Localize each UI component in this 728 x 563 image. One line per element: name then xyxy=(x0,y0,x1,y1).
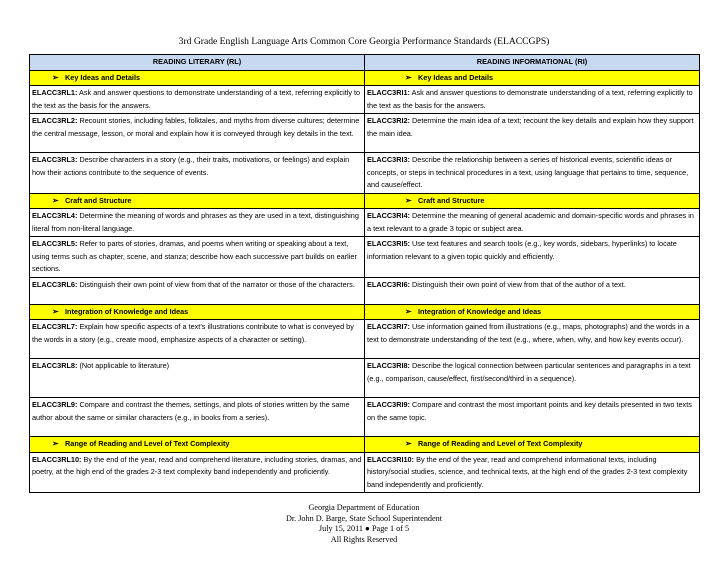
standard-row xyxy=(30,359,700,398)
standard-text: Describe the relationship between a series of historical events, scientific ideas or concepts, or steps in technical procedures in a text, using language that pertains to time, sequence, and cause/effect. xyxy=(367,155,689,189)
section-heading-right xyxy=(365,437,700,453)
page-footer xyxy=(0,503,728,545)
standard-cell-literary xyxy=(30,277,365,304)
standard-cell-informational xyxy=(365,209,700,237)
section-heading-row xyxy=(30,304,700,320)
section-heading-text: Key Ideas and Details xyxy=(65,72,141,82)
arrow-bullet-icon: ➢ xyxy=(405,306,412,316)
section-heading-text: Range of Reading and Level of Text Complexity xyxy=(65,439,230,448)
section-heading-left xyxy=(30,193,365,209)
document-title: 3rd Grade English Language Arts Common Core Georgia Performance Standards (ELACCGPS) xyxy=(178,36,550,47)
arrow-bullet-icon: ➢ xyxy=(405,195,412,205)
standard-cell-informational xyxy=(365,359,700,398)
standard-text: By the end of the year, read and comprehend literature, including stories, dramas, and poetry, at the high end of the grades 2-3 text complexity band independently and proficiently. xyxy=(32,454,362,476)
standard-text: Recount stories, including fables, folktales, and myths from diverse cultures; determine the central message, lesson, or moral and explain how it is conveyed through key details in the text. xyxy=(32,116,360,138)
standard-row xyxy=(30,398,700,437)
arrow-bullet-icon: ➢ xyxy=(52,195,59,205)
standard-code: ELACC3RL7: xyxy=(32,322,78,331)
footer-rights: All Rights Reserved xyxy=(330,534,398,544)
section-heading-text: Craft and Structure xyxy=(65,195,132,205)
standard-cell-literary xyxy=(30,209,365,237)
section-heading-left xyxy=(30,437,365,453)
standard-cell-literary xyxy=(30,114,365,153)
column-header-literary: READING LITERARY (RL) xyxy=(30,55,365,71)
standard-code: ELACC3RL10: xyxy=(32,454,82,464)
section-heading-row xyxy=(30,193,700,209)
footer-superintendent: Dr. John D. Barge, State School Superintendent xyxy=(285,513,443,523)
standard-code: ELACC3RL2: xyxy=(32,116,78,125)
standard-code: ELACC3RI3: xyxy=(367,155,410,164)
standard-code: ELACC3RI9: xyxy=(367,400,410,409)
standard-code: ELACC3RL9: xyxy=(32,400,78,409)
standard-cell-literary xyxy=(30,398,365,437)
standard-row xyxy=(30,114,700,153)
standard-code: ELACC3RL4: xyxy=(32,211,78,220)
section-heading-right xyxy=(365,70,700,86)
standard-code: ELACC3RL8: xyxy=(32,361,78,370)
standard-cell-informational xyxy=(365,153,700,194)
standard-code: ELACC3RI5: xyxy=(367,239,410,248)
standard-cell-literary xyxy=(30,237,365,278)
standard-cell-informational xyxy=(365,237,700,278)
standard-text: Distinguish their own point of view from that of the author of a text. xyxy=(412,279,626,289)
standard-code: ELACC3RI2: xyxy=(367,116,410,125)
standard-text: Determine the main idea of a text; recount the key details and explain how they support the main idea. xyxy=(367,116,694,138)
standard-text: Ask and answer questions to demonstrate understanding of a text, referring explicitly to the text as the basis for the answers. xyxy=(367,88,693,110)
standard-text: Determine the meaning of general academic and domain-specific words and phrases in a text relevant to a grade 3 topic or subject area. xyxy=(367,211,694,233)
standard-code: ELACC3RI1: xyxy=(367,88,410,97)
standard-text: Compare and contrast the themes, settings, and plots of stories written by the same author about the same or similar characters (e.g., in books from a series). xyxy=(32,400,350,422)
standard-text: Refer to parts of stories, dramas, and poems when writing or speaking about a text, using terms such as chapter, scene, and stanza; describe how each successive part builds on earlier sections. xyxy=(32,239,357,273)
footer-department: Georgia Department of Education xyxy=(308,503,420,512)
standard-text: Describe the logical connection between particular sentences and paragraphs in a text (e.g., comparison, cause/effect, first/second/third in a sequence). xyxy=(367,361,691,383)
standard-row xyxy=(30,153,700,194)
standard-text: Describe characters in a story (e.g., their traits, motivations, or feelings) and explain how their actions contribute to the sequence of events. xyxy=(32,155,350,177)
footer-date-page: July 15, 2011 ● Page 1 of 5 xyxy=(318,524,410,533)
arrow-bullet-icon: ➢ xyxy=(52,72,59,82)
arrow-bullet-icon: ➢ xyxy=(405,72,412,82)
standard-code: ELACC3RI7: xyxy=(367,322,410,331)
standard-text: By the end of the year, read and comprehend informational texts, including history/social studies, science, and technical texts, at the high end of the grades 2-3 text complexity band independently and proficiently. xyxy=(367,454,688,489)
arrow-bullet-icon: ➢ xyxy=(405,439,412,448)
standard-cell-literary xyxy=(30,452,365,493)
section-heading-right xyxy=(365,304,700,320)
arrow-bullet-icon: ➢ xyxy=(52,439,59,448)
standard-code: ELACC3RL1: xyxy=(32,88,78,97)
standard-text: Determine the meaning of words and phrases as they are used in a text, distinguishing literal from non-literal language. xyxy=(32,211,359,233)
standard-code: ELACC3RL3: xyxy=(32,155,78,164)
standard-row xyxy=(30,277,700,304)
standard-row xyxy=(30,320,700,359)
standard-cell-informational xyxy=(365,320,700,359)
standard-text: Compare and contrast the most important points and key details presented in two texts on the same topic. xyxy=(367,400,692,422)
standard-text: Ask and answer questions to demonstrate understanding of a text, referring explicitly to the text as the basis for the answers. xyxy=(32,88,361,110)
section-heading-text: Craft and Structure xyxy=(418,195,485,205)
standard-cell-informational xyxy=(365,277,700,304)
standard-code: ELACC3RL5: xyxy=(32,239,78,248)
standard-cell-literary xyxy=(30,359,365,398)
standard-code: ELACC3RL6: xyxy=(32,279,78,289)
section-heading-row xyxy=(30,437,700,453)
standard-cell-informational xyxy=(365,452,700,493)
standard-text: Use text features and search tools (e.g., key words, sidebars, hyperlinks) to locate information relevant to a given topic quickly and efficiently. xyxy=(367,239,677,261)
standard-cell-literary xyxy=(30,320,365,359)
section-heading-text: Integration of Knowledge and Ideas xyxy=(418,306,542,316)
standard-cell-informational xyxy=(365,398,700,437)
arrow-bullet-icon: ➢ xyxy=(52,306,59,316)
standard-code: ELACC3RI10: xyxy=(367,454,415,464)
standard-row xyxy=(30,209,700,237)
standard-code: ELACC3RI4: xyxy=(367,211,410,220)
section-heading-text: Range of Reading and Level of Text Complexity xyxy=(418,439,583,448)
standard-cell-informational xyxy=(365,86,700,114)
standard-cell-literary xyxy=(30,153,365,194)
standards-table xyxy=(29,54,700,493)
section-heading-row xyxy=(30,70,700,86)
standard-code: ELACC3RI8: xyxy=(367,361,410,370)
standard-row xyxy=(30,86,700,114)
column-header-informational: READING INFORMATIONAL (RI) xyxy=(365,55,700,71)
section-heading-left xyxy=(30,70,365,86)
section-heading-left xyxy=(30,304,365,320)
section-heading-text: Key Ideas and Details xyxy=(418,72,494,82)
standard-code: ELACC3RI6: xyxy=(367,279,410,289)
section-heading-text: Integration of Knowledge and Ideas xyxy=(65,306,189,316)
column-header-row xyxy=(30,55,700,71)
standard-text: Distinguish their own point of view from that of the narrator or those of the characters. xyxy=(79,279,355,289)
standard-text: Explain how specific aspects of a text’s illustrations contribute to what is conveyed by the words in a story (e.g., create mood, emphasize aspects of a character or setting). xyxy=(32,322,354,344)
standard-text: Use information gained from illustrations (e.g., maps, photographs) and the words in a text to demonstrate understanding of the text (e.g., where, when, why, and how key events occur). xyxy=(367,322,690,344)
standard-row xyxy=(30,237,700,278)
standard-cell-literary xyxy=(30,86,365,114)
section-heading-right xyxy=(365,193,700,209)
standard-cell-informational xyxy=(365,114,700,153)
standard-row xyxy=(30,452,700,493)
standard-text: (Not applicable to literature) xyxy=(79,361,170,370)
